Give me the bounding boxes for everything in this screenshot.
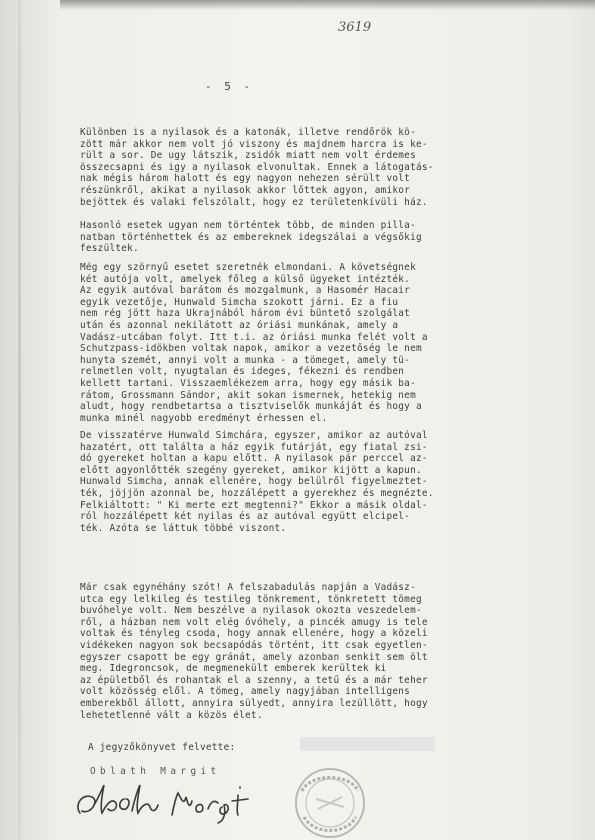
scan-edge-line (18, 0, 21, 840)
paragraph-1: Különben is a nyilasok és a katonák, illetve rendőrök kö- zött már akkor nem volt jó viszony és majdnem harcra is ke- rült a sor. De ugy látszik, zsidók miatt nem volt érdemes összecsapni és igy a nyilasok elvonultak. Ennek a látogatás- nak mégis három halott és egy nagyon nehezen sérült volt részünkről, akikat a nyilasok akkor lőttek agyon, amikor bejöttek és valaki felszólalt, hogy ez területenkívüli ház. (80, 127, 434, 208)
folio-number: 3619 (338, 20, 372, 35)
institutional-stamp-seal (280, 755, 380, 840)
paragraph-5: Már csak egynéhány szót! A felszabadulás napján a Vadász- utca egy lelkileg és testileg tönkrement, tönkretett tömeg buvóhelye volt. Nem beszélve a nyilasok okozta veszedelem- ről, a házban nem volt elég óvóhely, a pincék amugy is tele voltak és tényleg csoda, hogy annak ellenére, hogy a közeli vidékeken nagyon sok becsapódás történt, itt csak egyetlen- egyszer csapott be egy gránát, amely azonban senkit sem ölt meg. Idegroncsok, de megmenekült emberek kerültek ki az épületből és rohantak el a szenny, a tetű és a már teher volt közösség elől. A tömeg, amely nagyjában intelligens emberekből állott, annyira sülyedt, annyira lezüllött, hogy lehetetlenné vált a közös élet. (80, 582, 428, 721)
recorder-name: Oblath Margit (90, 766, 221, 777)
recorder-label: A jegyzőkönyvet felvette: (88, 742, 236, 753)
paragraph-3: Még egy szörnyű esetet szeretnék elmondani. A követségnek két autója volt, amelyek főleg a külső ügyeket intézték. Az egyik autóval barátom és mozgalmunk, a Hasomér Hacair egyik vezetője, Hunwald Simcha szokott járni. Ez a fiu nem rég jött haza Ukrajnából három évi büntető szolgálat után és azonnal nekilátott az óriási munkának, amely a Vadász-utcában folyt. Itt t.i. az óriási munka felét volt a Schutzpass-idökben voltak napok, amikor a vezetőség le nem hunyta szemét, annyi volt a munka - a tömeget, amely tü- relmetlen volt, nyugtalan és ideges, fékezni és rendben kellett tartani. Visszaemlékezem arra, hogy egy másik ba- rátom, Grossmann Sándor, akit sokan ismernek, hetekig nem aludt, hogy rendbetartsa a tisztviselők munkáját és hogy a munka minél nagyobb eredményt érhessen el. (80, 262, 428, 424)
handwritten-signature (72, 775, 282, 825)
page-number: - 5 - (205, 80, 254, 93)
paragraph-4: De visszatérve Hunwald Simchára, egyszer, amikor az autóval hazatért, ott találta a ház egyik futárját, egy fiatal zsi- dó gyereket holtan a kapu előtt. A nyilasok pár perccel az- előtt agyonlőtték szegény gyereket, amikor kijött a kapun. Hunwald Simcha, annak ellenére, hogy belülről figyelmeztet- ték, jöjjön azonnal be, hozzálépett a gyerekhez és megnézte. Felkiáltott: " Ki merte ezt megtenni?" Ekkor a másik oldal- ról hozzálépett két nyilas és az autóval együtt elcipel- ték. Azóta se láttuk többé viszont. (80, 430, 434, 534)
redacted-area (300, 737, 435, 751)
paragraph-2: Hasonló esetek ugyan nem történtek több, de minden pilla- natban történhettek és az embereknek idegszálai a végsőkig feszültek. (80, 220, 422, 255)
scan-edge-shadow (60, 0, 595, 10)
